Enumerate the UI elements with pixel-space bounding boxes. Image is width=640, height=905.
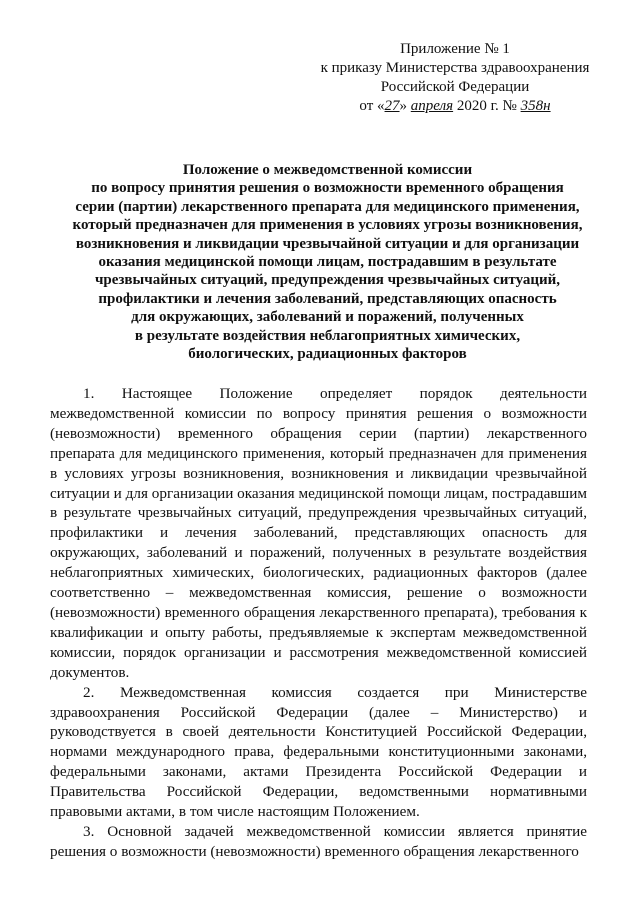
title-line: серии (партии) лекарственного препарата для медицинского применения, — [75, 198, 580, 215]
title-line: профилактики и лечения заболеваний, представляющих опасность — [98, 290, 557, 307]
appendix-header — [300, 40, 610, 116]
document-body — [50, 384, 587, 862]
appendix-order-reference: к приказу Министерства здравоохранения — [320, 60, 590, 76]
title-line: для окружающих, заболеваний и поражений, полученных — [131, 309, 524, 326]
title-line: по вопросу принятия решения о возможности временного обращения — [91, 180, 564, 197]
title-line: в результате воздействия неблагоприятных химических, — [134, 327, 521, 344]
paragraph-1: 1. Настоящее Положение определяет порядок деятельности межведомственной комиссии по вопросу принятия решения о возможности (невозможности) временного обращения серии (партии) лекарственного препарата для медицинского применения, который предназначен для применения в условиях угрозы возникновения, возникновения и ликвидации чрезвычайной ситуации и для организации оказания медицинской помощи лицам, пострадавшим в результате чрезвычайных ситуаций, предупреждения чрезвычайных ситуаций, профилактики и лечения заболеваний, представляющих опасность для окружающих, заболеваний и поражений, полученных в результате воздействия неблагоприятных химических, биологических, радиационных факторов (далее соответственно – межведомственная комиссия, решение о возможности (невозможности) временного обращения лекарственного препарата), требования к квалификации и опыту работы, предъявляемые к экспертам межведомственной комиссии, порядок организации и рассмотрения межведомственной комиссией документов. — [50, 385, 587, 681]
paragraph-3: 3. Основной задачей межведомственной комиссии является принятие решения о возможности (невозможности) временного обращения лекарственного — [50, 822, 587, 860]
title-line: чрезвычайных ситуаций, предупреждения чрезвычайных ситуаций, — [94, 272, 561, 289]
title-line: оказания медицинской помощи лицам, пострадавшим в результате — [98, 254, 557, 271]
document-title — [60, 161, 595, 363]
title-line: Положение о межведомственной комиссии — [182, 162, 473, 178]
date-month: апреля — [410, 98, 454, 114]
appendix-date-line — [300, 97, 610, 116]
date-year: 2020 г. № — [453, 98, 521, 114]
appendix-organization: Российской Федерации — [380, 79, 530, 95]
title-line: биологических, радиационных факторов — [188, 346, 467, 363]
order-number: 358н — [520, 98, 551, 114]
appendix-number: Приложение № 1 — [400, 41, 510, 57]
paragraph-2: 2. Межведомственная комиссия создается при Министерстве здравоохранения Российской Федерации (далее – Министерство) и руководствуется в своей деятельности Конституцией Российской Федерации, нормами международного права, федеральными конституционными законами, федеральными законами, актами Президента Российской Федерации и Правительства Российской Федерации, ведомственными нормативными правовыми актами, в том числе настоящим Положением. — [50, 683, 587, 821]
title-line: возникновения и ликвидации чрезвычайной ситуации и для организации — [75, 235, 580, 252]
title-line: который предназначен для применения в условиях угрозы возникновения, — [72, 217, 583, 234]
date-prefix: от « — [359, 98, 385, 114]
date-day: 27 — [384, 98, 400, 114]
date-mid: » — [399, 98, 411, 114]
